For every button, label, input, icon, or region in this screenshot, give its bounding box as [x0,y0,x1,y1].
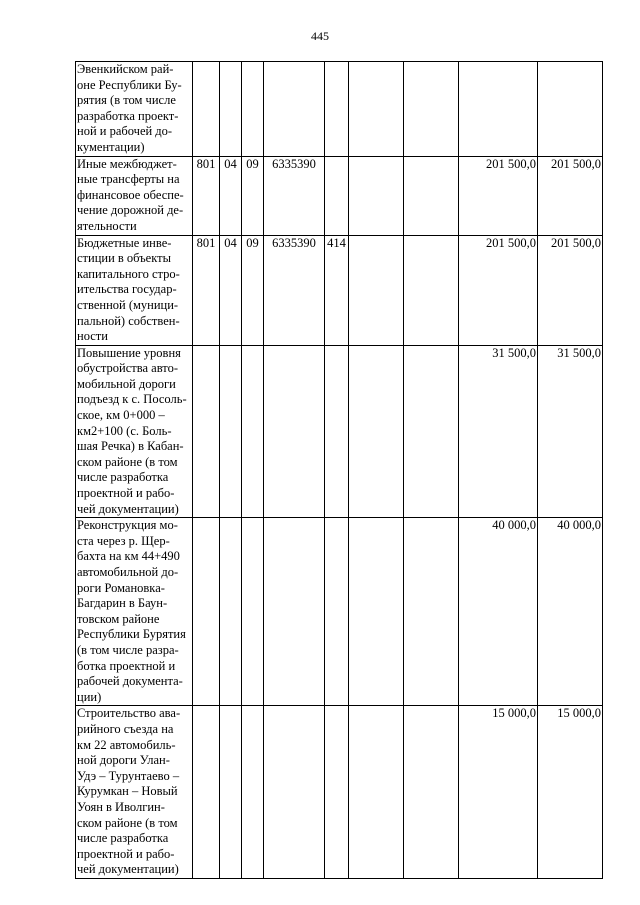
empty-cell [349,235,404,345]
row-name-line: ции) [77,689,102,704]
row-name-line: км 22 автомобиль- [77,737,176,752]
row-name-line: чей документации) [77,501,179,516]
row-name-line: чение дорожной де- [77,203,184,218]
row-name-line: Реконструкция мо- [77,518,178,533]
amount-cell: 40 000,0 [459,518,538,706]
empty-cell [404,235,459,345]
empty-cell [349,706,404,879]
row-name-line: Строительство ава- [77,706,181,721]
table-row [76,518,603,706]
row-name-line: ности [77,329,108,344]
expense-type-code [325,156,349,235]
row-name-line: ятельности [77,218,137,233]
row-name-cell [76,706,193,879]
row-name-cell [76,345,193,518]
row-name-cell [76,156,193,235]
row-name-line: Республики Бурятия [77,627,186,642]
amount-cell: 201 500,0 [459,156,538,235]
row-name-line: ной дороги Улан- [77,753,170,768]
row-name-line: мобильной дороги [77,376,176,391]
row-name-cell [76,518,193,706]
ministry-code: 801 [193,156,220,235]
ministry-code [193,345,220,518]
expense-type-code [325,62,349,157]
row-name-line: ста через р. Щер- [77,533,170,548]
row-name-line: ском районе (в том [77,815,178,830]
row-name-cell [76,235,193,345]
empty-cell [404,706,459,879]
subsection-code [242,518,264,706]
table-row [76,62,603,157]
empty-cell [404,156,459,235]
amount-cell: 15 000,0 [459,706,538,879]
empty-cell [349,62,404,157]
row-name-line: проектной и рабо- [77,846,175,861]
target-article-code: 6335390 [264,156,325,235]
row-name-line: проектной и рабо- [77,486,175,501]
row-name-line: разработка проект- [77,108,179,123]
section-code [220,345,242,518]
subsection-code: 09 [242,156,264,235]
amount-cell: 31 500,0 [538,345,603,518]
row-name-line: ское, км 0+000 – [77,408,165,423]
row-name-line: ственной (муници- [77,297,179,312]
row-name-line: чей документации) [77,862,179,877]
budget-table [75,61,603,879]
row-name-line: Повышение уровня [77,345,181,360]
section-code: 04 [220,156,242,235]
empty-cell [404,518,459,706]
row-name-line: ительства государ- [77,282,177,297]
row-name-line: Уоян в Иволгин- [77,799,165,814]
amount-cell: 31 500,0 [459,345,538,518]
row-name-line: рабочей документа- [77,674,183,689]
row-name-line: шая Речка) в Кабан- [77,439,184,454]
amount-cell [459,62,538,157]
table-body [76,62,603,879]
empty-cell [404,345,459,518]
row-name-line: Багдарин в Баун- [77,596,168,611]
table-row [76,235,603,345]
ministry-code [193,706,220,879]
amount-cell: 201 500,0 [459,235,538,345]
target-article-code [264,518,325,706]
row-name-line: (в том числе разра- [77,642,179,657]
subsection-code [242,706,264,879]
row-name-line: роги Романовка- [77,580,165,595]
amount-cell: 201 500,0 [538,156,603,235]
expense-type-code [325,706,349,879]
amount-cell [538,62,603,157]
row-name-line: подъезд к с. Посоль- [77,392,187,407]
empty-cell [349,518,404,706]
row-name-line: ной и рабочей до- [77,124,173,139]
amount-cell: 201 500,0 [538,235,603,345]
section-code [220,518,242,706]
target-article-code: 6335390 [264,235,325,345]
row-name-line: Эвенкийском рай- [77,62,174,76]
row-name-line: числе разработка [77,831,169,846]
empty-cell [349,345,404,518]
table-row [76,156,603,235]
expense-type-code [325,518,349,706]
target-article-code [264,62,325,157]
row-name-line: ском районе (в том [77,454,178,469]
subsection-code [242,345,264,518]
row-name-line: км2+100 (с. Боль- [77,423,172,438]
row-name-line: числе разработка [77,470,169,485]
ministry-code [193,518,220,706]
table-row [76,706,603,879]
row-name-line: финансовое обеспе- [77,187,184,202]
target-article-code [264,345,325,518]
row-name-line: пальной) собствен- [77,313,180,328]
row-name-line: бахта на км 44+490 [77,549,180,564]
row-name-line: Бюджетные инве- [77,235,172,250]
row-name-line: товском районе [77,611,160,626]
section-code [220,62,242,157]
empty-cell [404,62,459,157]
expense-type-code [325,345,349,518]
empty-cell [349,156,404,235]
amount-cell: 15 000,0 [538,706,603,879]
expense-type-code: 414 [325,235,349,345]
ministry-code [193,62,220,157]
page-number: 445 [311,29,329,43]
row-name-line: Курумкан – Новый [77,784,178,799]
subsection-code: 09 [242,235,264,345]
row-name-line: рятия (в том числе [77,93,176,108]
row-name-line: кументации) [77,139,145,154]
row-name-line: капитального стро- [77,266,180,281]
row-name-line: оне Республики Бу- [77,77,182,92]
row-name-cell [76,62,193,157]
row-name-line: рийного съезда на [77,721,174,736]
row-name-line: обустройства авто- [77,361,179,376]
row-name-line: ные трансферты на [77,172,180,187]
row-name-line: автомобильной до- [77,565,179,579]
section-code [220,706,242,879]
section-code: 04 [220,235,242,345]
row-name-line: Удэ – Турунтаево – [77,768,180,783]
amount-cell: 40 000,0 [538,518,603,706]
row-name-line: ботка проектной и [77,658,176,673]
subsection-code [242,62,264,157]
table-row [76,345,603,518]
row-name-line: Иные межбюджет- [77,156,177,171]
ministry-code: 801 [193,235,220,345]
row-name-line: стиции в объекты [77,251,172,266]
target-article-code [264,706,325,879]
